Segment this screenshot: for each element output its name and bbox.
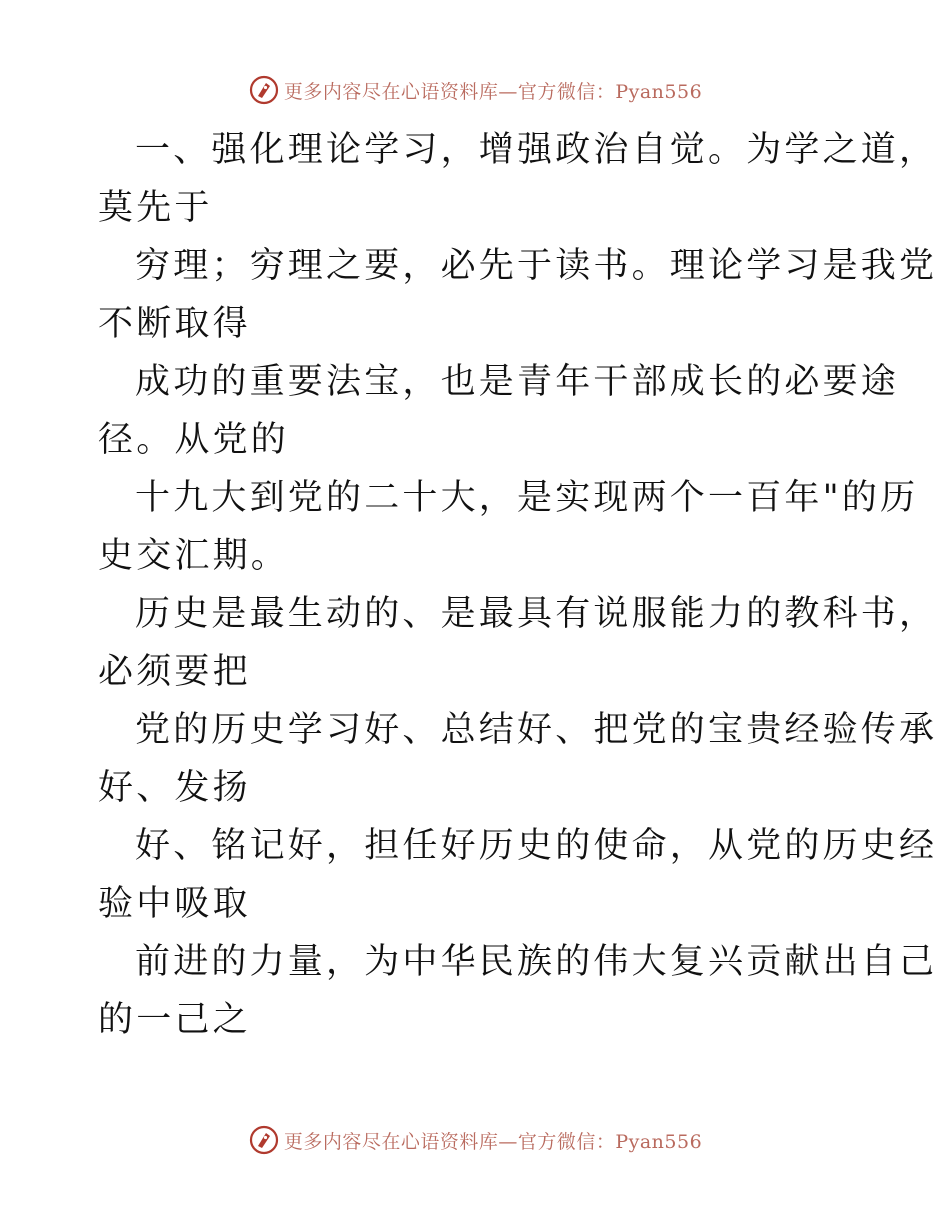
paragraph-line: 的一己之	[98, 1000, 251, 1040]
pen-nib-icon	[248, 1124, 280, 1156]
header-watermark	[0, 70, 950, 110]
paragraph-line: 穷理；穷理之要，必先于读书。理论学习是我党	[135, 246, 938, 286]
paragraph-line: 史交汇期。	[98, 536, 290, 576]
paragraph-line: 好、发扬	[98, 768, 251, 808]
paragraph-line: 莫先于	[98, 188, 213, 228]
header-watermark-text: 更多内容尽在心语资料库—官方微信：Pyan556	[283, 80, 703, 103]
pen-nib-icon	[248, 74, 280, 106]
footer-watermark-text: 更多内容尽在心语资料库—官方微信：Pyan556	[283, 1130, 703, 1153]
paragraph-line: 不断取得	[98, 304, 251, 344]
footer-watermark	[0, 1120, 950, 1160]
paragraph-line: 一、强化理论学习，增强政治自觉。为学之道，	[135, 130, 938, 170]
paragraph-line: 党的历史学习好、总结好、把党的宝贵经验传承	[135, 710, 938, 750]
paragraph-line: 验中吸取	[98, 884, 251, 924]
paragraph-line: 径。从党的	[98, 420, 290, 460]
paragraph-line: 历史是最生动的、是最具有说服能力的教科书，	[135, 594, 938, 634]
paragraph-line: 好、铭记好，担任好历史的使命，从党的历史经	[135, 826, 938, 866]
paragraph-line: 十九大到党的二十大，是实现两个一百年"的历	[135, 478, 919, 518]
paragraph-line: 必须要把	[98, 652, 251, 692]
paragraph-line: 成功的重要法宝，也是青年干部成长的必要途	[135, 362, 900, 402]
paragraph-line: 前进的力量，为中华民族的伟大复兴贡献出自己	[135, 942, 938, 982]
